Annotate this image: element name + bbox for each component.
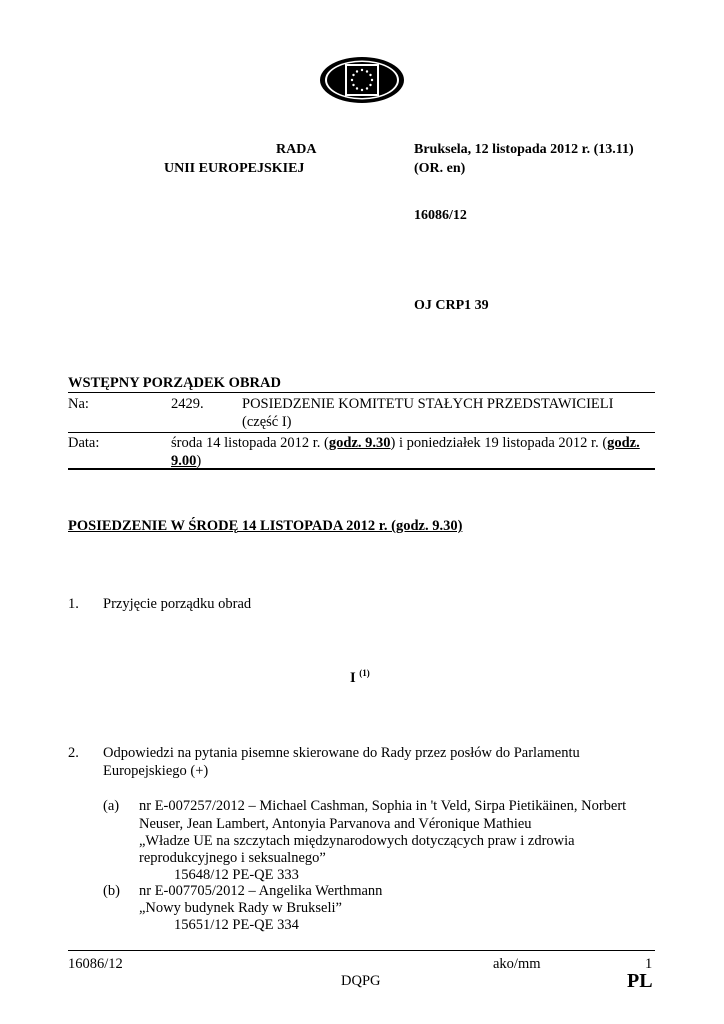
subitem-a-label: (a) xyxy=(103,798,120,814)
subitem-a-reference: 15648/12 PE-QE 333 xyxy=(174,867,299,883)
item-1-text: Przyjęcie porządku obrad xyxy=(103,596,252,612)
subitem-b-line2: „Nowy budynek Rady w Brukseli” xyxy=(139,900,342,916)
meeting-title-line2: (część I) xyxy=(242,414,292,430)
subitem-b-line1: nr E-007705/2012 – Angelika Werthmann xyxy=(139,883,383,899)
item-1-number: 1. xyxy=(68,596,79,612)
date-time-first: godz. 9.30 xyxy=(328,435,391,451)
date-text-line1 xyxy=(171,434,640,452)
item-2-number: 2. xyxy=(68,745,79,761)
subitem-a-line1: nr E-007257/2012 – Michael Cashman, Sophia in 't Veld, Sirpa Pietikäinen, Norbert xyxy=(139,798,627,814)
date-text-a: środa 14 listopada 2012 r. ( xyxy=(171,435,329,451)
subitem-a-line3: „Władze UE na szczytach międzynarodowych dotyczących praw i zdrowia xyxy=(139,833,575,849)
part-footnote-ref: (1) xyxy=(359,668,370,678)
item-2-text-line1: Odpowiedzi na pytania pisemne skierowane do Rady przez posłów do Parlamentu xyxy=(103,745,580,761)
subitem-b-reference: 15651/12 PE-QE 334 xyxy=(174,917,299,933)
date-label: Data: xyxy=(68,435,100,451)
place-date: Bruksela, 12 listopada 2012 r. (13.11) xyxy=(414,142,634,157)
footer-doc-number: 16086/12 xyxy=(68,956,123,972)
table-top-rule xyxy=(68,392,655,393)
original-language: (OR. en) xyxy=(414,161,466,176)
agenda-title: WSTĘPNY PORZĄDEK OBRAD xyxy=(68,375,281,391)
footer-rule xyxy=(68,950,655,951)
council-name-line2: UNII EUROPEJSKIEJ xyxy=(164,161,305,176)
footer-language-code: PL xyxy=(627,970,653,992)
document-number: 16086/12 xyxy=(414,208,467,223)
meeting-title-line1: POSIEDZENIE KOMITETU STAŁYCH PRZEDSTAWICIELI xyxy=(242,396,614,412)
meeting-number: 2429. xyxy=(171,396,204,412)
footer-page-number: 1 xyxy=(645,956,653,972)
date-text-c: ) i poniedziałek 19 listopada 2012 r. ( xyxy=(390,435,608,451)
council-name-line1: RADA xyxy=(276,142,317,157)
document-code: OJ CRP1 39 xyxy=(414,298,489,313)
council-emblem-logo xyxy=(319,56,405,104)
date-time-second-a: godz. xyxy=(607,435,640,451)
footer-initials: ako/mm xyxy=(493,956,541,972)
subitem-a-line4: reprodukcyjnego i seksualnego” xyxy=(139,850,326,866)
table-mid-rule xyxy=(68,432,655,433)
part-heading xyxy=(350,664,370,687)
date-time-second-b: 9.00 xyxy=(171,453,197,469)
subitem-b-label: (b) xyxy=(103,883,120,899)
table-bottom-rule xyxy=(68,468,655,470)
date-text-f: ) xyxy=(196,453,202,469)
subitem-a-line2: Neuser, Jean Lambert, Antonyia Parvanova and Véronique Mathieu xyxy=(139,816,532,832)
meeting-heading: POSIEDZENIE W ŚRODĘ 14 LISTOPADA 2012 r. (godz. 9.30) xyxy=(68,518,463,534)
part-roman: I xyxy=(350,669,356,686)
venue-label: Na: xyxy=(68,396,89,412)
item-2-text-line2: Europejskiego (+) xyxy=(103,763,209,779)
footer-department: DQPG xyxy=(341,973,381,989)
